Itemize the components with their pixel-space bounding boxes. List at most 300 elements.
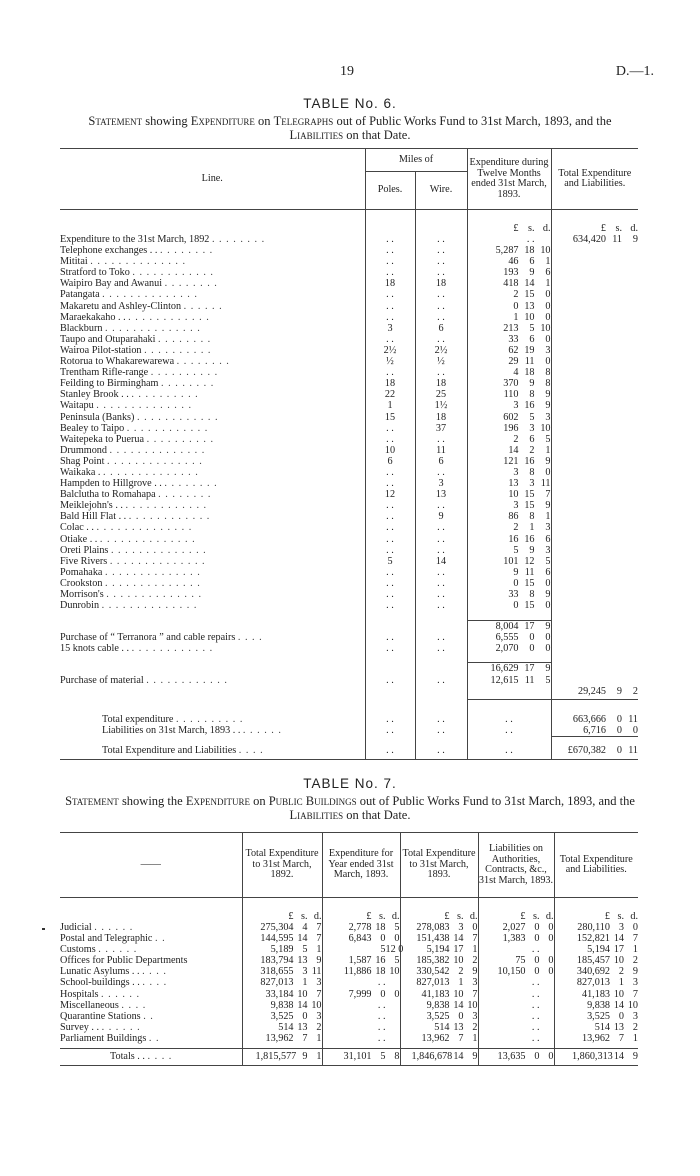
poles-cell [365,600,415,611]
value-cell-1-s: 14 [297,933,308,945]
value-cell-4-l: 2,027 [502,922,526,933]
value-cell-5-l: 13,962 [581,1032,610,1044]
wire-cell [415,545,467,556]
expenditure-cell-l: 193 [503,267,519,279]
value-cell-1-s: 1 [302,977,308,989]
row-name: Expenditure to the 31st March, 1892 [60,234,210,245]
wire-cell [415,234,467,245]
poles-value: . . [386,256,394,268]
value-cell-4-d [540,1000,554,1011]
expenditure-cell-d: 5 [545,433,551,445]
wire-cell [415,389,467,400]
wire-value: . . [437,234,445,245]
poles-cell [365,467,415,478]
table-row [60,511,638,522]
value-cell-3-s: 0 [458,1010,464,1022]
table-row [60,312,638,323]
value-cell-5-l: 9,838 [587,999,610,1011]
table-row [60,334,638,345]
unit-d: d. [630,910,638,922]
poles-value: 18 [384,278,396,290]
value-cell-1 [242,933,322,944]
row-label [60,489,365,500]
expenditure-cell [467,522,551,533]
expenditure-cell-d: 8 [545,367,551,379]
wire-value: 25 [435,389,447,401]
row-label [60,578,365,589]
expenditure-cell-l: 0 [513,300,519,312]
value-cell-4-l [488,989,526,1000]
value-cell-4-d: 0 [548,966,554,978]
leader-dots: . . . . . . . . . . . . . . [90,256,187,268]
expenditure-cell-d: 0 [545,333,551,345]
value-cell-5-l: 3,525 [587,1010,610,1022]
statement-part: on that Date. [343,128,411,142]
row-label [60,323,365,334]
expenditure-cell [467,445,551,456]
expenditure-cell-l: 121 [503,455,519,467]
value-cell-5-l: 827,013 [576,977,610,989]
poles-cell [365,725,415,737]
poles-cell [365,278,415,289]
table-row [60,989,638,1000]
row-label [60,725,365,737]
statement-part: Liabilities [289,128,344,142]
poles-value: . . [386,522,394,534]
poles-cell [365,334,415,345]
expenditure-cell-s: 9 [529,544,535,556]
value-cell-3-d: 9 [472,966,478,978]
table-row [60,356,638,367]
leader-dots: . . . . . . . . . . . . . . [104,566,201,578]
value-cell-5-s: 13 [613,1021,624,1033]
units-header [467,210,551,235]
wire-cell [415,289,467,300]
table-row [60,445,638,456]
value-cell-3-l: 13,962 [421,1032,450,1044]
value-cell-4-s: . . [531,977,540,989]
row-name: Trentham Rifle-range [60,367,149,379]
poles-cell [365,312,415,323]
expenditure-cell-l: 2 [513,433,519,445]
wire-cell [415,445,467,456]
value-cell-5-l: 280,110 [577,922,610,933]
poles-value: . . [386,433,394,445]
value-cell-3 [400,989,478,1000]
expenditure-cell-d: 1 [545,511,551,523]
value-cell-5 [554,966,638,977]
expenditure-cell [467,675,551,686]
value-cell-4 [478,977,554,988]
expenditure-value: . . [505,725,513,737]
poles-cell [365,675,415,686]
value-cell-3-d: 7 [472,933,478,945]
leader-dots: . . . . . . . . [176,356,230,368]
value-cell-4-s: 0 [534,1051,540,1063]
row-name: Oreti Plains [60,544,109,556]
expenditure-cell [467,267,551,278]
value-cell-5-l: 152,821 [576,933,610,945]
row-name: Balclutha to Romahapa [60,489,156,501]
leader-dots: . . . . . . . . . . . . . . [103,466,199,478]
value-cell-1-l: 1,815,577 [255,1051,297,1063]
leader-dots: . . . . . . . . . . . . . . [106,589,203,600]
wire-value: . . [437,500,445,512]
poles-cell [365,301,415,312]
value-cell-1-l: 275,304 [260,922,294,933]
poles-cell [365,256,415,267]
wire-cell [415,632,467,643]
value-cell-2-l: 1,587 [348,955,372,967]
poles-value: . . [386,533,394,545]
expenditure-cell [467,434,551,445]
subtotal-cell-l: 16,629 [490,663,519,675]
value-cell-3-l: 5,194 [426,944,450,956]
expenditure-cell-l: 213 [503,322,519,334]
total-cell-l: 634,420 [572,234,606,245]
statement-part: Expenditure [185,794,250,808]
value-cell-3 [400,922,478,933]
expenditure-cell-s: 15 [524,500,535,512]
poles-cell [365,556,415,567]
expenditure-cell-s: 6 [529,333,535,345]
wire-value: . . [437,589,445,600]
value-cell-5-l: 41,183 [581,988,610,1000]
subtotal-cell-d: 9 [545,663,551,675]
row-name: Purchase of “ Terranora ” and cable repairs [60,632,236,644]
wire-value: 11 [436,444,446,456]
value-cell-5-d: 3 [632,977,638,989]
value-cell-2 [322,1011,400,1022]
value-cell-2-s: 0 [380,933,386,945]
wire-value: 13 [435,489,447,501]
table-row [60,966,638,977]
value-cell-2 [322,989,400,1000]
wire-value: 1½ [434,400,448,412]
wire-value: . . [437,466,445,478]
unit-s: s. [615,222,622,234]
expenditure-cell-l: 110 [503,389,519,401]
expenditure-cell-l: 6,555 [495,632,519,644]
row-name: Waipiro Bay and Awanui [60,278,163,290]
leader-dots: . . . . . . . . [211,234,266,245]
table-row [60,412,638,423]
wire-value: 6 [438,455,444,467]
wire-value: . . [437,311,445,323]
table6-title: TABLE No. 6. [303,96,397,111]
wire-value: ½ [437,356,445,368]
row-label [60,745,365,760]
table-row [60,675,638,686]
value-cell-5 [554,1011,638,1022]
total-cell [551,745,638,760]
document-reference: D.—1. [615,64,654,79]
expenditure-cell-d: 6 [545,566,551,578]
leader-dots: . . . . . . . . . . . . [128,311,210,323]
row-label [60,955,242,966]
table-row [60,434,638,445]
expenditure-cell-s: 11 [524,674,535,686]
value-cell-3-l: 9,838 [426,999,450,1011]
value-cell-4-s: 0 [534,933,540,945]
table-row [60,589,638,600]
value-cell-3-l: 41,183 [421,988,450,1000]
poles-value: 22 [384,389,396,401]
row-label [60,412,365,423]
value-cell-2-d [386,977,400,988]
value-cell-1-s: 7 [302,1032,308,1044]
col-header-total: Total Expenditure and Liabilities. [551,149,638,210]
value-cell-4-l [488,1033,526,1044]
col-header-line: Line. [60,149,365,210]
expenditure-cell-l: 602 [503,411,519,423]
leader-dots: . . . . . . . . . . . . [126,422,209,434]
expenditure-cell-d: 10 [540,322,551,334]
expenditure-cell-l: 29 [508,356,519,368]
leader-dots: . . . . . . . . . . . . . . [109,555,206,567]
wire-value: 9 [438,511,444,523]
row-name: Taupo and Otuparahaki [60,333,156,345]
row-label [60,944,242,955]
row-label [60,600,365,611]
value-cell-1 [242,922,322,933]
wire-value: . . [437,267,445,279]
leader-dots: . . . . . . . . [164,278,218,290]
unit-l: £ [288,910,294,922]
row-label [60,467,365,478]
row-name: Otiake . . [60,533,98,545]
row-label [60,714,365,725]
value-cell-2-s: 18 [375,966,386,978]
expenditure-cell-s: 18 [524,245,535,257]
expenditure-cell-l: 2 [513,522,519,534]
value-cell-4-s: . . [531,1021,540,1033]
statement-part: Liabilities [289,808,344,822]
table-row [60,234,638,245]
value-cell-1-s: 14 [297,999,308,1011]
value-cell-1-d: 1 [316,944,322,956]
row-label [60,511,365,522]
value-cell-5-d: 9 [632,966,638,978]
expenditure-cell-d: 0 [545,632,551,644]
value-cell-2-s: 16 [375,955,386,967]
expenditure-value: . . [505,745,513,757]
poles-cell [365,245,415,256]
table-row [60,1011,638,1022]
value-cell-1-l: 827,013 [260,977,294,989]
value-cell-5-l: 5,194 [587,944,610,956]
value-cell-4 [478,922,554,933]
value-cell-5 [554,922,638,933]
value-cell-4 [478,966,554,977]
expenditure-cell-s: 18 [524,367,535,379]
units-header [400,898,478,923]
expenditure-cell-s: 6 [529,256,535,268]
value-cell-2-l [334,1033,372,1044]
table-row [60,245,638,256]
value-cell-3 [400,955,478,966]
value-cell-2-s: . . [377,977,386,989]
expenditure-cell [467,289,551,300]
value-cell-3-l: 185,382 [416,955,450,967]
value-cell-3 [400,1011,478,1022]
row-label [60,522,365,533]
value-cell-2 [322,977,400,988]
wire-value: 18 [435,378,447,390]
table-row [60,922,638,933]
row-label [60,301,365,312]
value-cell-2 [322,966,400,977]
expenditure-cell-l: 62 [508,344,519,356]
poles-value: . . [386,300,394,312]
wire-cell [415,578,467,589]
expenditure-cell [467,632,551,643]
value-cell-5-l: 185,457 [576,955,610,967]
expenditure-cell-d: 3 [545,522,551,534]
wire-value: . . [437,725,445,737]
expenditure-cell-s: 3 [529,478,535,490]
row-name: Hampden to Hillgrove . . [60,478,162,490]
value-cell-1-s: 4 [302,922,308,933]
value-cell-1-l: 183,794 [260,955,294,967]
row-label [60,267,365,278]
expenditure-cell-l: 9 [513,566,519,578]
poles-cell [365,434,415,445]
value-cell-2-s: . . [377,1010,386,1022]
row-label [60,675,365,686]
row-label [60,345,365,356]
poles-value: ½ [386,356,394,368]
poles-cell [365,412,415,423]
leader-dots: . . . . . . [183,300,223,312]
expenditure-cell-l: 10 [508,489,519,501]
value-cell-2-l [334,1011,372,1022]
leader-dots: . . . . . . . . . . . . . . [104,322,201,334]
wire-value: . . [437,577,445,589]
expenditure-cell-d: 9 [545,455,551,467]
row-label [60,312,365,323]
total-cell-d: 9 [632,234,638,245]
expenditure-cell-s: 12 [524,555,535,567]
value-cell-3-d: 0 [472,922,478,933]
value-cell-4-l [488,1000,526,1011]
value-cell-4-d: 0 [548,922,554,933]
value-cell-4 [478,1011,554,1022]
poles-value: . . [386,422,394,434]
leader-dots: . . . . . . . . . . . . . . [110,544,207,556]
value-cell-3-d: 3 [472,1010,478,1022]
row-label [60,289,365,300]
poles-value: . . [386,544,394,556]
poles-cell [365,367,415,378]
wire-value: . . [437,300,445,312]
poles-cell [365,522,415,533]
col-header-total-1892: Total Expenditure to 31st March, 1892. [242,833,322,898]
leader-dots: . . . . [237,632,263,644]
table-row [60,389,638,400]
leader-dots: . . . . . . . . [158,489,212,501]
wire-value: 3 [438,478,444,490]
row-name: Five Rivers [60,555,108,567]
wire-value: . . [437,674,445,686]
expenditure-cell [467,278,551,289]
value-cell-3-l: 151,438 [416,933,450,945]
value-cell-4-d: 0 [548,955,554,967]
col-header-total-1893: Total Expenditure to 31st March, 1893. [400,833,478,898]
row-label [60,434,365,445]
value-cell-3-l: 827,013 [416,977,450,989]
expenditure-cell [467,323,551,334]
poles-value: 15 [384,411,396,423]
unit-s: s. [532,910,540,922]
row-label [60,356,365,367]
wire-value: 6 [438,322,444,334]
wire-value: . . [437,566,445,578]
value-cell-5 [554,955,638,966]
poles-value: . . [386,234,394,245]
row-label [60,367,365,378]
row-label [60,589,365,600]
value-cell-2-s: . . [377,1021,386,1033]
expenditure-cell-s: 6 [529,433,535,445]
expenditure-cell-l: 196 [503,422,519,434]
value-cell-5-d: 7 [632,988,638,1000]
poles-value: . . [386,500,394,512]
value-cell-1-d: 11 [311,966,322,978]
table-row [60,1033,638,1044]
value-cell-2-l [334,977,372,988]
row-label [60,922,242,933]
value-cell-3 [400,933,478,944]
row-label [60,933,242,944]
value-cell-1-s: 9 [302,1051,308,1063]
wire-cell [415,478,467,489]
unit-d: d. [545,910,554,922]
row-label [60,245,365,256]
subtotal-cell [467,663,551,675]
value-cell-5-d: 2 [632,955,638,967]
table-row [60,578,638,589]
wire-cell [415,312,467,323]
wire-cell [415,534,467,545]
table-row [60,400,638,411]
expenditure-cell-d: 0 [545,600,551,612]
leader-dots: . . . . . . [101,988,141,1000]
statement-part: showing the [118,794,186,808]
poles-cell [365,356,415,367]
value-cell-3-s: 3 [458,922,464,933]
unit-l: £ [600,222,606,234]
value-cell-1-d: 3 [316,1010,322,1022]
poles-value: 5 [387,555,393,567]
table-row [60,500,638,511]
expenditure-cell-s: 0 [529,632,535,644]
value-cell-4-s: 0 [534,922,540,933]
row-name: 15 knots cable . . [60,643,130,655]
leader-dots: . . . . . . . . . . . . [131,643,214,655]
table-row [60,1022,638,1033]
expenditure-cell-d: 6 [545,267,551,279]
poles-cell [365,545,415,556]
subtotal-cell-d: 9 [545,621,551,633]
row-name: Judicial [60,922,92,933]
expenditure-cell-s: 1 [529,522,535,534]
value-cell-1-s: 13 [297,1021,308,1033]
poles-cell [365,378,415,389]
value-cell-4 [478,1033,554,1044]
expenditure-cell-d: 5 [545,555,551,567]
value-cell-3 [400,1033,478,1044]
